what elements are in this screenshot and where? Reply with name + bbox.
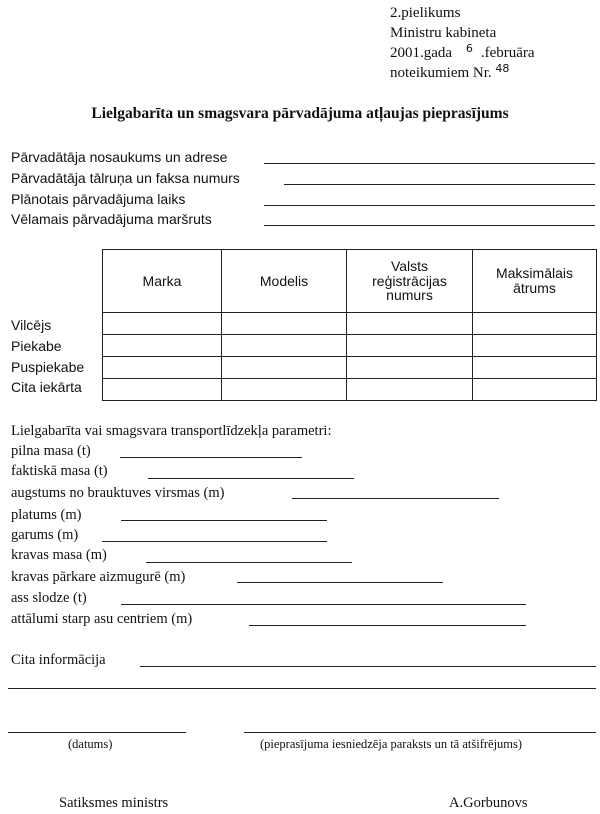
regulation-number-value: 48	[495, 62, 510, 75]
param-width-label: platums (m)	[11, 507, 82, 523]
regulation-day: 6	[465, 42, 473, 55]
row-label-tractor: Vilcējs	[11, 317, 52, 333]
header-model: Modelis	[222, 250, 347, 313]
param-width-field[interactable]	[121, 520, 327, 521]
param-actual-mass-label: faktiskā masa (t)	[11, 463, 108, 479]
table-cell[interactable]	[103, 357, 222, 379]
param-rear-overhang-field[interactable]	[237, 582, 443, 583]
header-max-speed: Maksimālais ātrums	[473, 250, 597, 313]
route-field[interactable]	[264, 225, 595, 226]
param-actual-mass-field[interactable]	[148, 478, 354, 479]
carrier-name-label: Pārvadātāja nosaukums un adrese	[11, 149, 228, 165]
table-row	[103, 335, 597, 357]
table-cell[interactable]	[473, 313, 597, 335]
table-cell[interactable]	[222, 335, 347, 357]
param-gross-mass-field[interactable]	[120, 457, 302, 458]
param-axle-load-label: ass slodze (t)	[11, 590, 87, 606]
param-length-field[interactable]	[102, 541, 327, 542]
table-cell[interactable]	[473, 357, 597, 379]
cabinet-label: Ministru kabineta	[390, 25, 497, 41]
other-info-field-line-2[interactable]	[8, 688, 596, 689]
carrier-phone-field[interactable]	[284, 184, 595, 185]
signature-caption: (pieprasījuma iesniedzēja paraksts un tā atšifrējums)	[260, 737, 523, 751]
planned-time-label: Plānotais pārvadājuma laiks	[11, 191, 186, 207]
regulation-year: 2001.gada	[390, 45, 453, 61]
row-label-trailer: Piekabe	[11, 338, 62, 354]
date-caption: (datums)	[68, 737, 113, 751]
param-rear-overhang-label: kravas pārkare aizmugurē (m)	[11, 569, 186, 585]
table-cell[interactable]	[347, 335, 473, 357]
table-cell[interactable]	[222, 357, 347, 379]
header-registration-number: Valsts reģistrācijas numurs	[347, 250, 473, 313]
vehicle-table	[102, 249, 597, 401]
table-cell[interactable]	[222, 313, 347, 335]
param-height-field[interactable]	[292, 498, 499, 499]
table-cell[interactable]	[347, 379, 473, 401]
minister-title: Satiksmes ministrs	[59, 795, 169, 811]
table-row	[103, 357, 597, 379]
header-brand: Marka	[103, 250, 222, 313]
annex-label: 2.pielikums	[390, 5, 461, 21]
param-height-label: augstums no brauktuves virsmas (m)	[11, 485, 225, 501]
table-cell[interactable]	[222, 379, 347, 401]
other-info-field[interactable]	[140, 666, 596, 667]
table-cell[interactable]	[347, 313, 473, 335]
param-axle-distances-field[interactable]	[249, 625, 526, 626]
param-cargo-mass-label: kravas masa (m)	[11, 547, 107, 563]
param-axle-distances-label: attālumi starp asu centriem (m)	[11, 611, 193, 627]
regulation-month: .februāra	[480, 45, 535, 61]
document-title: Lielgabarīta un smagsvara pārvadājuma atļaujas pieprasījums	[91, 105, 509, 122]
table-cell[interactable]	[347, 357, 473, 379]
row-label-other-equipment: Cita iekārta	[11, 379, 82, 395]
table-row	[103, 313, 597, 335]
param-length-label: garums (m)	[11, 527, 79, 543]
param-gross-mass-label: pilna masa (t)	[11, 443, 91, 459]
other-info-label: Cita informācija	[11, 652, 106, 668]
row-label-semitrailer: Puspiekabe	[11, 359, 85, 375]
table-cell[interactable]	[103, 313, 222, 335]
regulation-number	[390, 62, 510, 81]
param-cargo-mass-field[interactable]	[146, 562, 352, 563]
minister-name: A.Gorbunovs	[449, 795, 528, 811]
planned-time-field[interactable]	[264, 205, 595, 206]
table-cell[interactable]	[473, 335, 597, 357]
carrier-phone-label: Pārvadātāja tālruņa un faksa numurs	[11, 170, 240, 186]
regulation-number-prefix: noteikumiem Nr.	[390, 65, 492, 81]
table-cell[interactable]	[473, 379, 597, 401]
date-field[interactable]	[8, 732, 186, 733]
parameters-heading: Lielgabarīta vai smagsvara transportlīdzekļa parametri:	[11, 423, 332, 439]
vehicle-table-header	[103, 250, 597, 313]
param-axle-load-field[interactable]	[121, 604, 526, 605]
table-cell[interactable]	[103, 335, 222, 357]
signature-field[interactable]	[244, 732, 596, 733]
regulation-date	[390, 42, 535, 61]
carrier-name-field[interactable]	[264, 163, 595, 164]
table-row	[103, 379, 597, 401]
route-label: Vēlamais pārvadājuma maršruts	[11, 211, 212, 227]
table-cell[interactable]	[103, 379, 222, 401]
